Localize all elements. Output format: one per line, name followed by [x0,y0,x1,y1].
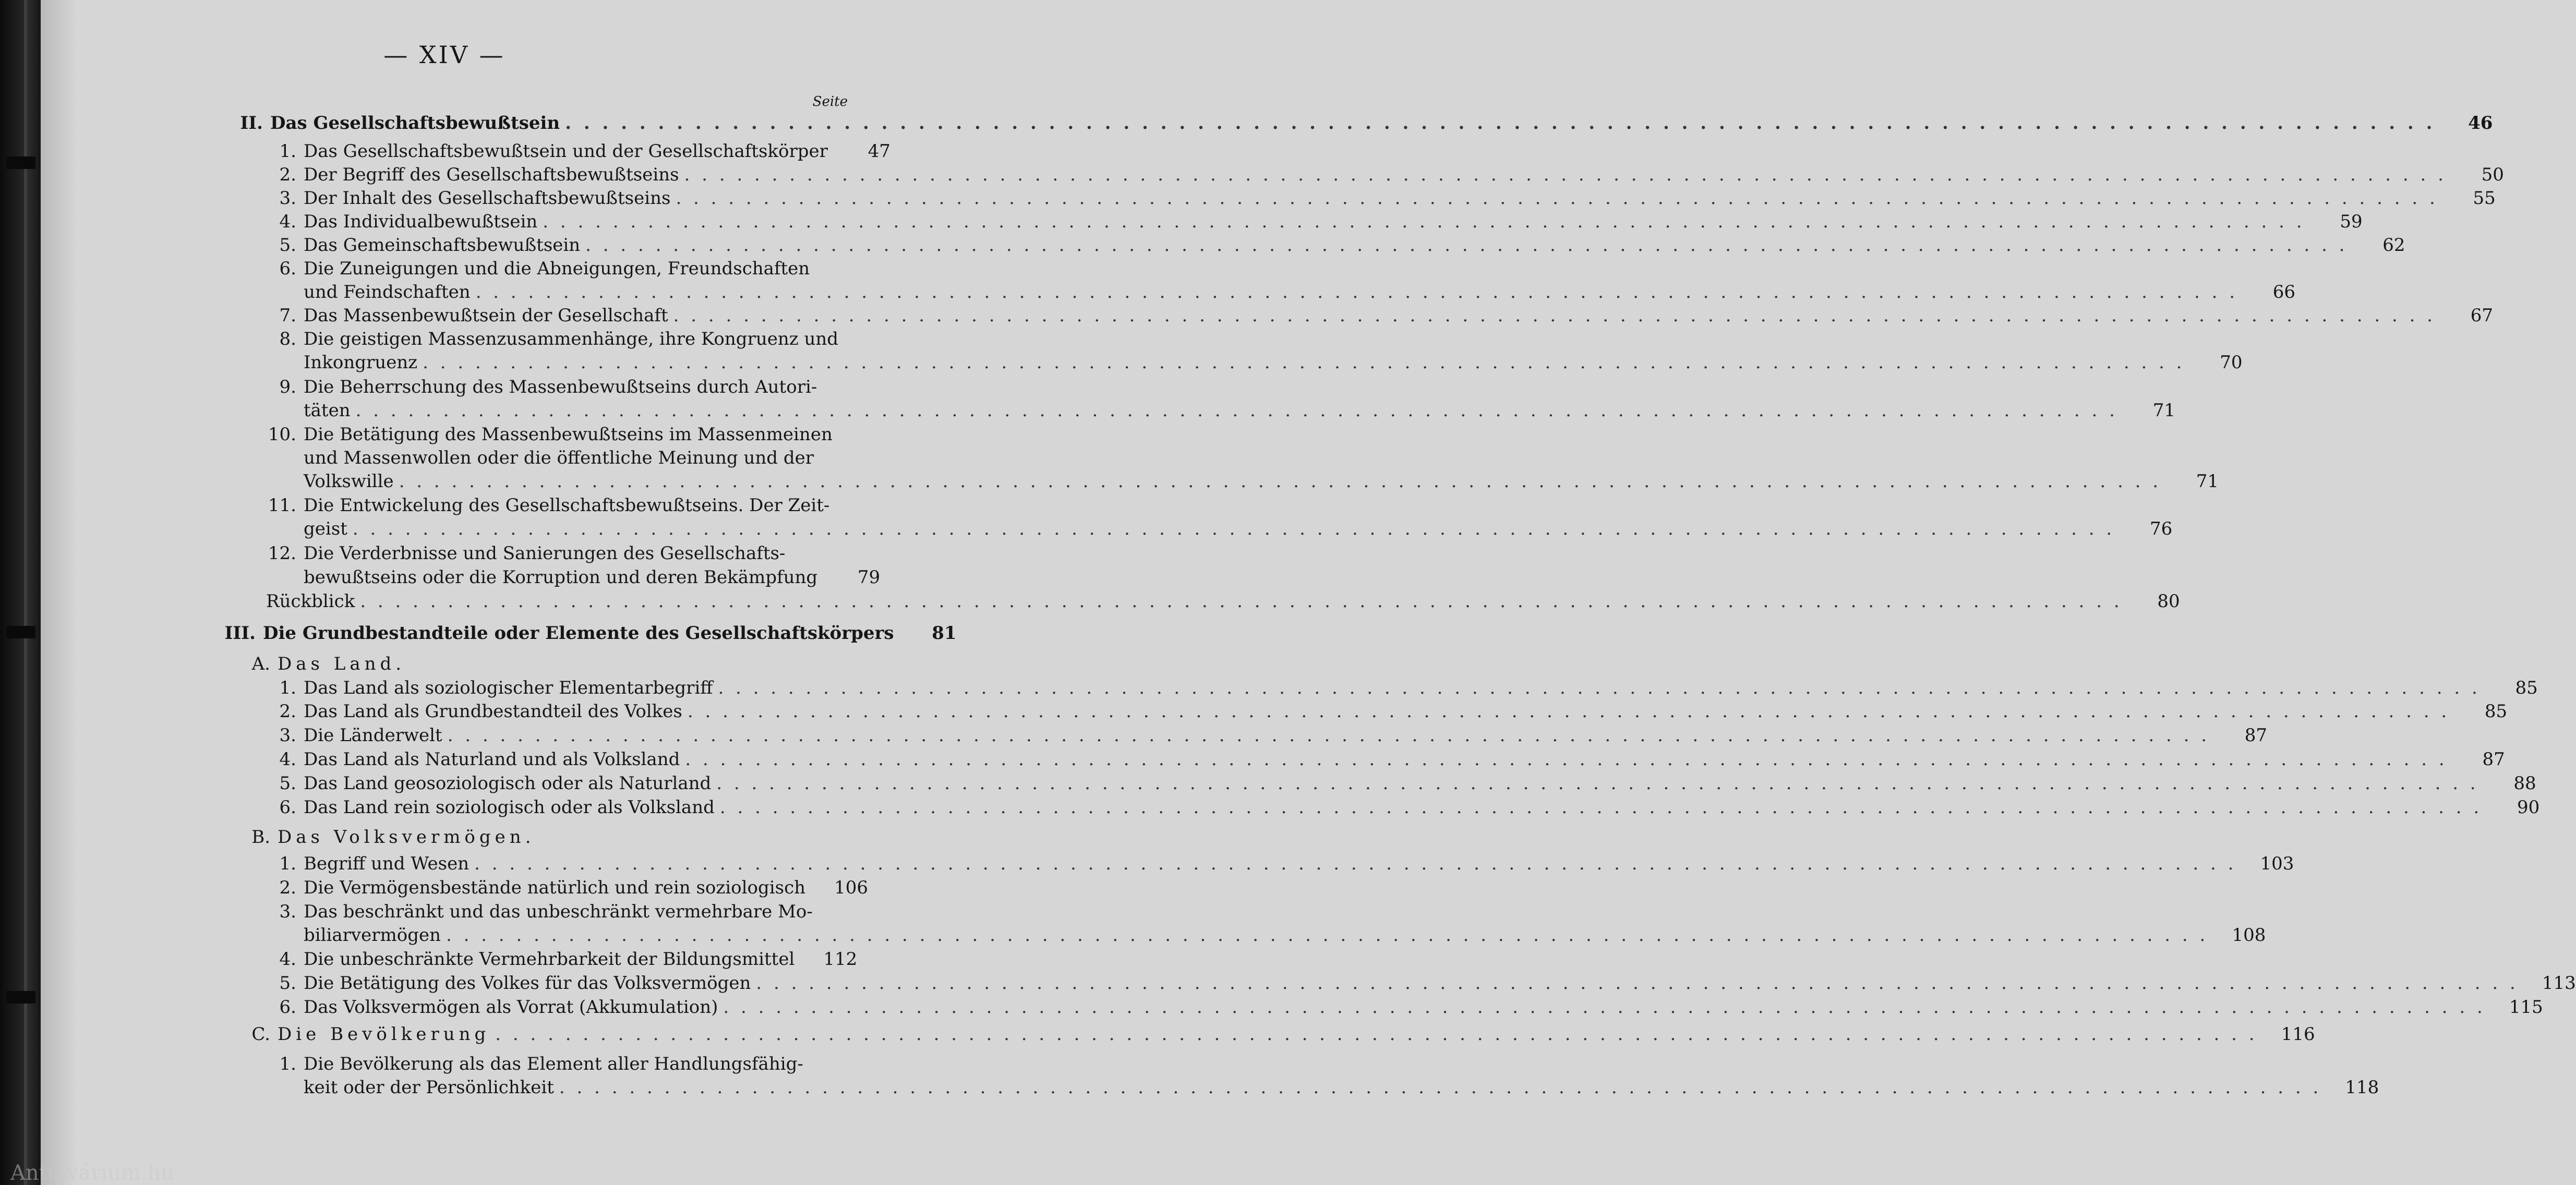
entry-number: 5. [279,973,296,994]
leader-dots [476,281,2238,304]
leader-dots [559,1076,2321,1099]
leader-dots [718,676,2480,699]
entry-title: und Massenwollen oder die öffentliche Meinung und der [304,448,814,468]
entry-page: 103 [2260,853,2294,874]
entry-page: 47 [868,141,890,162]
entry-number: 3. [279,188,296,209]
entry-title: Das Land geosoziologisch oder als Naturland [304,773,712,794]
entry-title: Das Gemeinschaftsbewußtsein [304,235,581,256]
toc-entry-section [233,112,2493,135]
toc-entry [266,376,848,398]
entry-page: 70 [2220,352,2243,373]
entry-page: 80 [2157,591,2180,612]
entry-title: Inkongruenz [304,352,418,373]
entry-title: Die Länderwelt [304,725,442,746]
entry-title: Begriff und Wesen [304,853,470,874]
entry-title: geist [304,518,347,539]
entry-number: 2. [279,164,296,185]
toc-subsection-heading [245,1023,2315,1046]
entry-title: Das Land. [278,654,406,674]
toc-entry-review [266,590,2180,613]
leader-dots [423,351,2185,374]
entry-number: B. [251,827,270,848]
toc-entry-continuation [304,399,2175,422]
leader-dots [446,924,2208,947]
leader-dots [684,163,2447,186]
entry-page: 79 [857,567,881,588]
entry-number: 5. [279,235,296,256]
entry-page: 50 [2481,164,2504,185]
entry-page: 87 [2244,725,2268,746]
entry-number: 3. [279,725,296,746]
leader-dots [585,234,2348,257]
entry-title: Das beschränkt und das unbeschränkt vermehrbare Mo- [304,901,813,922]
toc-entry [266,187,2496,210]
toc-entry [266,1053,848,1075]
entry-number: 5. [279,773,296,794]
entry-title: Die Grundbestandteile oder Elemente des Gesellschaftskörpers [263,623,894,644]
entry-number: 4. [279,949,296,970]
entry-number: II. [240,113,263,134]
entry-title: und Feindschaften [304,282,471,303]
entry-page: 115 [2509,997,2543,1018]
entry-page: 76 [2149,518,2173,539]
entry-number: 1. [279,853,296,874]
entry-page: 113 [2542,973,2576,994]
entry-page: 87 [2482,749,2505,770]
entry-page: 85 [2515,678,2538,698]
entry-title: täten [304,400,351,421]
entry-page: 66 [2272,282,2296,303]
leader-dots [360,590,2122,613]
leader-dots [723,996,2485,1019]
entry-title: Das Land als Naturland und als Volksland [304,749,680,770]
toc-entry [266,234,2405,257]
toc-entry [266,772,2536,795]
entry-title: Die Entwickelung des Gesellschaftsbewußtseins. Der Zeit- [304,495,830,516]
entry-number: 6. [279,997,296,1018]
toc-entry [266,210,2363,233]
entry-title: Das Volksvermögen. [278,827,535,848]
toc-entry [266,700,2508,723]
page-number: — XIV — [383,41,505,69]
entry-page: 46 [2468,113,2493,134]
toc-entry [266,972,2576,995]
leader-dots [356,399,2118,422]
toc-subsection-heading [245,652,848,675]
entry-title: Rückblick [266,591,355,612]
leader-dots [353,517,2115,540]
toc-subsection-heading [245,826,848,849]
entry-number: 2. [279,877,296,898]
toc-entry [266,724,2268,747]
entry-number: 8. [279,329,296,349]
toc-entry-continuation [304,470,2219,493]
toc-entry-continuation [304,1076,2379,1099]
entry-number: 7. [279,305,296,326]
leader-dots [688,700,2450,723]
entry-title: Das Volksvermögen als Vorrat (Akkumulation) [304,997,718,1018]
toc-entry-continuation [304,351,2243,374]
entry-title: Die Betätigung des Massenbewußtseins im Massenmeinen [304,424,833,445]
entry-title: Die unbeschränkte Vermehrbarkeit der Bildungsmittel [304,949,795,970]
toc-entry [266,996,2543,1019]
entry-title: Die Beherrschung des Massenbewußtseins durch Autori- [304,377,817,397]
entry-page: 81 [932,623,957,644]
entry-title: Der Inhalt des Gesellschaftsbewußtseins [304,188,671,209]
entry-page: 71 [2196,471,2219,492]
entry-page: 62 [2382,235,2405,256]
leader-dots [543,210,2305,233]
entry-number: 1. [279,141,296,162]
page-column-label: Seite [812,94,848,110]
toc-entry-continuation [304,446,848,469]
toc-entry [266,304,2493,327]
entry-title: Das Land als Grundbestandteil des Volkes [304,701,682,722]
entry-page: 85 [2484,701,2508,722]
entry-number: 12. [268,543,296,564]
toc-entry [266,328,848,350]
leader-dots [676,187,2438,210]
toc-entry [266,494,848,517]
entry-title: Der Begriff des Gesellschaftsbewußtseins [304,164,679,185]
entry-title: Die Bevölkerung [278,1024,490,1045]
entry-number: 1. [279,1054,296,1074]
toc-entry [266,676,2538,699]
toc-entry [266,257,848,280]
entry-title: Das Land als soziologischer Elementarbegriff [304,678,713,698]
entry-number: 9. [279,377,296,397]
leader-dots [495,1023,2257,1046]
entry-page: 118 [2345,1077,2379,1098]
entry-title: Die Verderbnisse und Sanierungen des Gesellschafts- [304,543,786,564]
leader-dots [448,724,2210,747]
entry-page: 90 [2517,797,2540,818]
entry-number: 4. [279,211,296,232]
leader-dots [565,112,2435,135]
entry-title: Das Gesellschaftsbewußtsein [270,113,560,134]
toc-entry-continuation [304,924,2266,947]
toc-entry [266,876,869,899]
toc-entry-continuation [304,281,2296,304]
leader-dots [716,772,2478,795]
entry-number: 10. [268,424,296,445]
entry-page: 108 [2232,925,2266,946]
entry-title: Volkswille [304,471,394,492]
entry-number: 4. [279,749,296,770]
entry-title: bewußtseins oder die Korruption und deren Bekämpfung [304,567,818,588]
entry-page: 67 [2470,305,2493,326]
leader-dots [685,748,2447,771]
toc-entry-continuation [304,566,881,589]
entry-number: 6. [279,797,296,818]
entry-page: 55 [2473,188,2496,209]
entry-number: 2. [279,701,296,722]
entry-title: biliarvermögen [304,925,441,946]
toc-entry [266,140,890,163]
leader-dots [673,304,2436,327]
entry-title: Die Zuneigungen und die Abneigungen, Freundschaften [304,258,810,279]
entry-number: 1. [279,678,296,698]
toc-entry [266,948,858,971]
entry-title: Das Individualbewußtsein [304,211,538,232]
entry-number: 3. [279,901,296,922]
entry-page: 116 [2281,1024,2315,1045]
leader-dots [756,972,2518,995]
entry-page: 59 [2340,211,2363,232]
entry-page: 71 [2152,400,2175,421]
entry-title: Das Massenbewußtsein der Gesellschaft [304,305,668,326]
leader-dots [399,470,2161,493]
toc-entry [266,900,848,923]
entry-title: Die Betätigung des Volkes für das Volksvermögen [304,973,751,994]
leader-dots [720,796,2482,819]
watermark: Antikvárium.hu [10,1161,175,1185]
toc-entry [266,542,848,565]
entry-number: 11. [268,495,296,516]
entry-number: C. [251,1024,270,1045]
toc-entry [266,748,2505,771]
entry-title: Die Vermögensbestände natürlich und rein soziologisch [304,877,806,898]
toc-entry-section [219,622,957,645]
toc-entry-continuation [304,517,2173,540]
entry-title: Die Bevölkerung als das Element aller Handlungsfähig- [304,1054,803,1074]
toc-entry [266,163,2504,186]
entry-title: Das Land rein soziologisch oder als Volksland [304,797,715,818]
entry-title: keit oder der Persönlichkeit [304,1077,554,1098]
entry-page: 106 [834,877,869,898]
entry-number: III. [224,623,256,644]
entry-title: Das Gesellschaftsbewußtsein und der Gesellschaftskörper [304,141,828,162]
entry-title: Die geistigen Massenzusammenhänge, ihre Kongruenz und [304,329,839,349]
entry-page: 112 [823,949,858,970]
entry-page: 88 [2513,773,2536,794]
toc-entry [266,852,2294,875]
entry-number: 6. [279,258,296,279]
entry-number: A. [251,654,270,674]
toc-entry [266,423,848,446]
toc-entry [266,796,2540,819]
leader-dots [474,852,2236,875]
